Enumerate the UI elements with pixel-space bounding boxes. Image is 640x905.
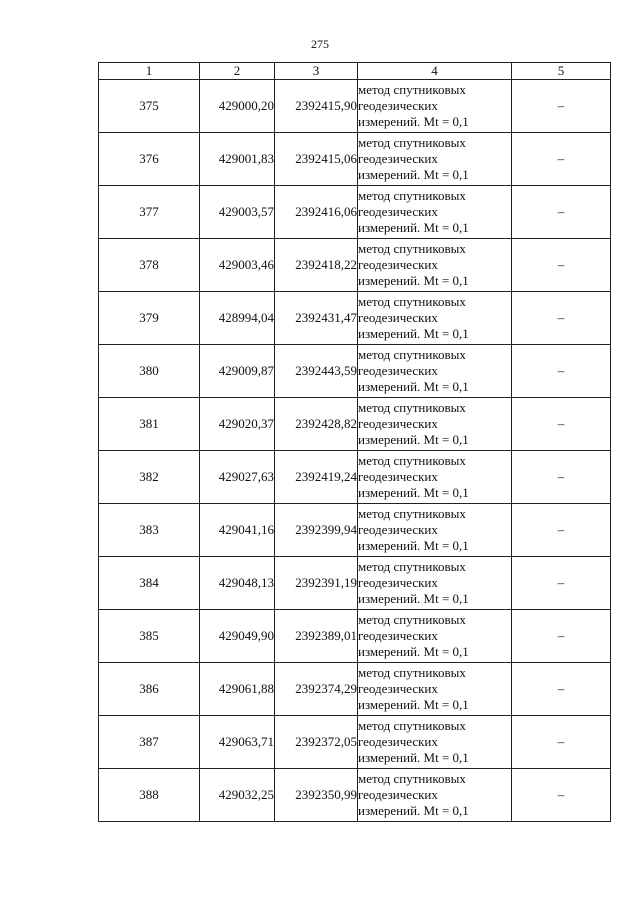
table-row	[99, 292, 611, 345]
method-text-line: геодезических	[358, 734, 438, 749]
method-text-line: геодезических	[358, 575, 438, 590]
note-cell: –	[512, 451, 611, 504]
point-number-cell: 387	[99, 716, 200, 769]
method-text-line: метод спутниковых	[358, 559, 466, 574]
y-coordinate-cell: 2392415,06	[275, 133, 358, 186]
coordinates-table	[98, 62, 611, 822]
x-coordinate-cell: 429003,57	[200, 186, 275, 239]
method-text-line: геодезических	[358, 98, 438, 113]
y-coordinate-cell: 2392443,59	[275, 345, 358, 398]
method-text-line: измерений. Mt = 0,1	[358, 326, 469, 341]
y-coordinate-cell: 2392389,01	[275, 610, 358, 663]
x-coordinate-cell: 429041,16	[200, 504, 275, 557]
method-cell	[358, 610, 512, 663]
table-row	[99, 663, 611, 716]
method-text-line: измерений. Mt = 0,1	[358, 591, 469, 606]
point-number-cell: 383	[99, 504, 200, 557]
method-cell	[358, 292, 512, 345]
point-number-cell: 377	[99, 186, 200, 239]
y-coordinate-cell: 2392399,94	[275, 504, 358, 557]
x-coordinate-cell: 429063,71	[200, 716, 275, 769]
note-cell: –	[512, 345, 611, 398]
table-row	[99, 769, 611, 822]
table-row	[99, 610, 611, 663]
method-text-line: метод спутниковых	[358, 453, 466, 468]
point-number-cell: 385	[99, 610, 200, 663]
y-coordinate-cell: 2392350,99	[275, 769, 358, 822]
page-number: 275	[311, 37, 329, 51]
method-text-line: геодезических	[358, 151, 438, 166]
table-row	[99, 345, 611, 398]
method-text-line: геодезических	[358, 522, 438, 537]
method-text-line: измерений. Mt = 0,1	[358, 803, 469, 818]
note-cell: –	[512, 80, 611, 133]
method-text-line: метод спутниковых	[358, 506, 466, 521]
table-row	[99, 716, 611, 769]
y-coordinate-cell: 2392374,29	[275, 663, 358, 716]
point-number-cell: 386	[99, 663, 200, 716]
method-text-line: метод спутниковых	[358, 241, 466, 256]
point-number-cell: 375	[99, 80, 200, 133]
x-coordinate-cell: 429032,25	[200, 769, 275, 822]
y-coordinate-cell: 2392419,24	[275, 451, 358, 504]
x-coordinate-cell: 429048,13	[200, 557, 275, 610]
method-cell	[358, 663, 512, 716]
note-cell: –	[512, 398, 611, 451]
method-text-line: геодезических	[358, 310, 438, 325]
table-row	[99, 398, 611, 451]
method-cell	[358, 80, 512, 133]
x-coordinate-cell: 429049,90	[200, 610, 275, 663]
x-coordinate-cell: 429000,20	[200, 80, 275, 133]
note-cell: –	[512, 239, 611, 292]
note-cell: –	[512, 292, 611, 345]
note-cell: –	[512, 133, 611, 186]
y-coordinate-cell: 2392418,22	[275, 239, 358, 292]
point-number-cell: 388	[99, 769, 200, 822]
method-text-line: метод спутниковых	[358, 665, 466, 680]
method-text-line: метод спутниковых	[358, 347, 466, 362]
x-coordinate-cell: 429009,87	[200, 345, 275, 398]
note-cell: –	[512, 504, 611, 557]
note-cell: –	[512, 769, 611, 822]
x-coordinate-cell: 429061,88	[200, 663, 275, 716]
table-header-row	[99, 63, 611, 80]
header-col-1: 1	[99, 63, 200, 80]
note-cell: –	[512, 663, 611, 716]
table-row	[99, 186, 611, 239]
method-text-line: измерений. Mt = 0,1	[358, 432, 469, 447]
header-col-4: 4	[358, 63, 512, 80]
y-coordinate-cell: 2392391,19	[275, 557, 358, 610]
table-row	[99, 504, 611, 557]
point-number-cell: 381	[99, 398, 200, 451]
method-text-line: измерений. Mt = 0,1	[358, 644, 469, 659]
y-coordinate-cell: 2392428,82	[275, 398, 358, 451]
method-cell	[358, 239, 512, 292]
method-text-line: измерений. Mt = 0,1	[358, 750, 469, 765]
header-col-3: 3	[275, 63, 358, 80]
table-body	[99, 80, 611, 822]
method-text-line: геодезических	[358, 204, 438, 219]
method-text-line: измерений. Mt = 0,1	[358, 273, 469, 288]
method-text-line: метод спутниковых	[358, 82, 466, 97]
table-row	[99, 133, 611, 186]
method-cell	[358, 345, 512, 398]
table-row	[99, 557, 611, 610]
note-cell: –	[512, 557, 611, 610]
table-row	[99, 451, 611, 504]
method-cell	[358, 769, 512, 822]
point-number-cell: 382	[99, 451, 200, 504]
x-coordinate-cell: 429003,46	[200, 239, 275, 292]
method-cell	[358, 186, 512, 239]
method-text-line: измерений. Mt = 0,1	[358, 485, 469, 500]
method-text-line: метод спутниковых	[358, 188, 466, 203]
header-col-2: 2	[200, 63, 275, 80]
header-col-5: 5	[512, 63, 611, 80]
method-text-line: геодезических	[358, 416, 438, 431]
method-text-line: геодезических	[358, 628, 438, 643]
x-coordinate-cell: 429020,37	[200, 398, 275, 451]
point-number-cell: 378	[99, 239, 200, 292]
method-text-line: измерений. Mt = 0,1	[358, 114, 469, 129]
method-text-line: метод спутниковых	[358, 294, 466, 309]
method-text-line: метод спутниковых	[358, 718, 466, 733]
x-coordinate-cell: 429001,83	[200, 133, 275, 186]
y-coordinate-cell: 2392416,06	[275, 186, 358, 239]
method-cell	[358, 557, 512, 610]
note-cell: –	[512, 186, 611, 239]
method-cell	[358, 451, 512, 504]
method-text-line: метод спутниковых	[358, 771, 466, 786]
table-row	[99, 239, 611, 292]
point-number-cell: 376	[99, 133, 200, 186]
point-number-cell: 384	[99, 557, 200, 610]
x-coordinate-cell: 428994,04	[200, 292, 275, 345]
method-text-line: измерений. Mt = 0,1	[358, 167, 469, 182]
method-text-line: геодезических	[358, 257, 438, 272]
x-coordinate-cell: 429027,63	[200, 451, 275, 504]
method-text-line: метод спутниковых	[358, 400, 466, 415]
method-text-line: измерений. Mt = 0,1	[358, 538, 469, 553]
method-text-line: геодезических	[358, 363, 438, 378]
method-text-line: измерений. Mt = 0,1	[358, 697, 469, 712]
note-cell: –	[512, 610, 611, 663]
method-text-line: измерений. Mt = 0,1	[358, 220, 469, 235]
method-cell	[358, 398, 512, 451]
method-cell	[358, 133, 512, 186]
table-row	[99, 80, 611, 133]
method-text-line: геодезических	[358, 469, 438, 484]
point-number-cell: 380	[99, 345, 200, 398]
method-text-line: геодезических	[358, 681, 438, 696]
note-cell: –	[512, 716, 611, 769]
method-cell	[358, 504, 512, 557]
method-text-line: измерений. Mt = 0,1	[358, 379, 469, 394]
method-text-line: метод спутниковых	[358, 135, 466, 150]
y-coordinate-cell: 2392431,47	[275, 292, 358, 345]
method-cell	[358, 716, 512, 769]
method-text-line: метод спутниковых	[358, 612, 466, 627]
y-coordinate-cell: 2392415,90	[275, 80, 358, 133]
y-coordinate-cell: 2392372,05	[275, 716, 358, 769]
point-number-cell: 379	[99, 292, 200, 345]
method-text-line: геодезических	[358, 787, 438, 802]
